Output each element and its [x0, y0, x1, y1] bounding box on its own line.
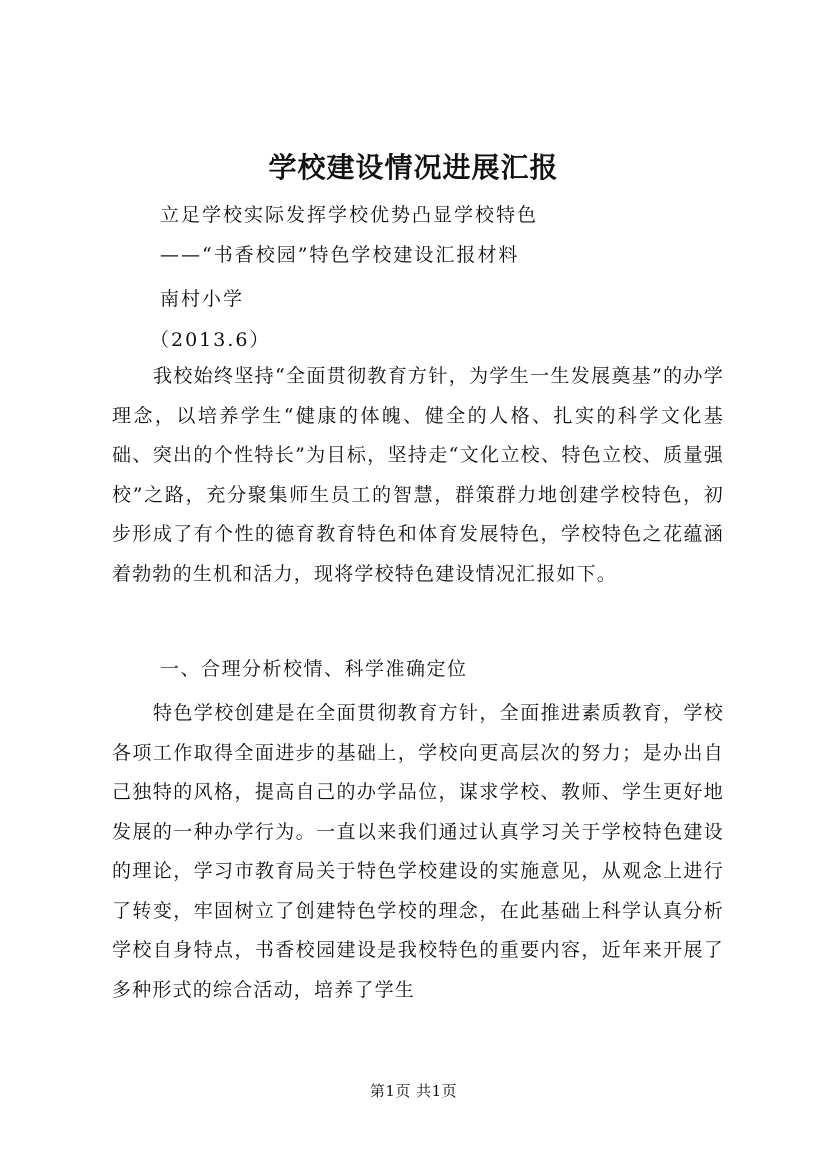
- section-heading-1: 一、合理分析校情、科学准确定位: [160, 658, 468, 680]
- document-title: 学校建设情况进展汇报: [268, 151, 559, 184]
- section-1-paragraph: 特色学校创建是在全面贯彻教育方针，全面推进素质教育，学校各项工作取得全面进步的基础上，学校向更高层次的努力；是办出自己独特的风格，提高自己的办学品位，谋求学校、教师、学生更好地发展的一种办学行为。一直以来我们通过认真学习关于学校特色建设的理论，学习市教育局关于特色学校建设的实施意见，从观念上进行了转变，牢固树立了创建特色学校的理念，在此基础上科学认真分析学校自身特点，书香校园建设是我校特色的重要内容，近年来开展了多种形式的综合活动，培养了学生: [112, 702, 724, 1001]
- intro-paragraph: 我校始终坚持“全面贯彻教育方针，为学生一生发展奠基”的办学理念，以培养学生“健康的体魄、健全的人格、扎实的科学文化基础、突出的个性特长”为目标，坚持走“文化立校、特色立校、质量强校”之路，充分聚集师生员工的智慧，群策群力地创建学校特色，初步形成了有个性的德育教育特色和体育发展特色，学校特色之花蕴涵着勃勃的生机和活力，现将学校特色建设情况汇报如下。: [112, 365, 724, 585]
- report-date: （2013.6）: [150, 329, 271, 351]
- subtitle-line-2: ——“书香校园”特色学校建设汇报材料: [160, 244, 520, 266]
- subtitle-line-1: 立足学校实际发挥学校优势凸显学校特色: [160, 204, 539, 226]
- page-footer: 第1页 共1页: [369, 1082, 458, 1100]
- school-name: 南村小学: [160, 288, 245, 310]
